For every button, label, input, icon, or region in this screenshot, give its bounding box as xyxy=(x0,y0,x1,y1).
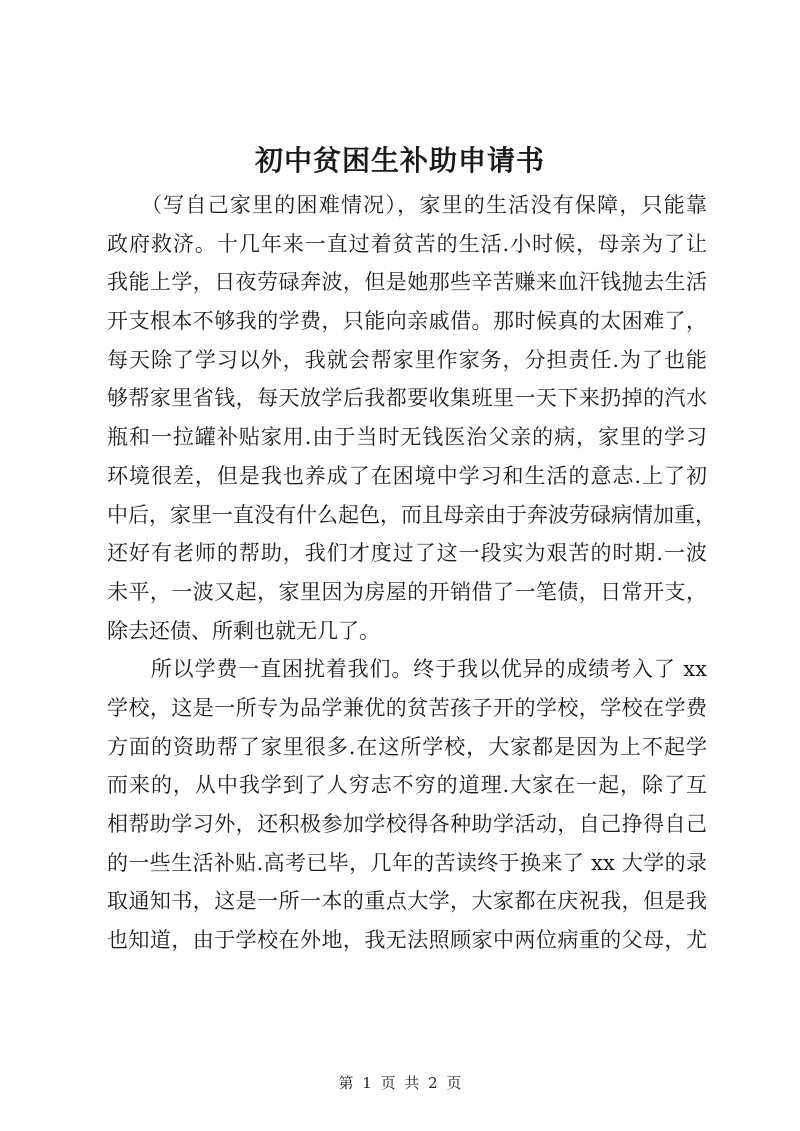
text-line: 而来的，从中我学到了人穷志不穷的道理.大家在一起，除了互 xyxy=(107,773,707,798)
text-line: 未平，一波又起，家里因为房屋的开销借了一笔债，日常开支， xyxy=(107,579,707,604)
text-line: 环境很差，但是我也养成了在困境中学习和生活的意志.上了初 xyxy=(107,463,707,488)
text-line: （写自己家里的困难情况），家里的生活没有保障，只能靠 xyxy=(107,193,707,217)
text-line: 所以学费一直困扰着我们。终于我以优异的成绩考入了 xx xyxy=(107,657,707,682)
page-footer: 第 1 页 共 2 页 xyxy=(338,1074,462,1092)
text-line: 开支根本不够我的学费，只能向亲戚借。那时候真的太困难了， xyxy=(107,309,707,334)
text-line: 方面的资助帮了家里很多.在这所学校，大家都是因为上不起学 xyxy=(107,734,707,759)
text-line: 政府救济。十几年来一直过着贫苦的生活.小时候，母亲为了让 xyxy=(107,231,707,256)
text-line: 每天除了学习以外，我就会帮家里作家务，分担责任.为了也能 xyxy=(107,347,707,372)
document-title: 初中贫困生补助申请书 xyxy=(254,144,545,177)
text-line: 瓶和一拉罐补贴家用.由于当时无钱医治父亲的病，家里的学习 xyxy=(107,425,707,450)
text-line: 的一些生活补贴.高考已毕，几年的苦读终于换来了 xx 大学的录 xyxy=(107,850,707,875)
text-line: 除去还债、所剩也就无几了。 xyxy=(107,618,380,643)
text-line: 够帮家里省钱，每天放学后我都要收集班里一天下来扔掉的汽水 xyxy=(107,386,707,411)
text-line: 取通知书，这是一所一本的重点大学，大家都在庆祝我，但是我 xyxy=(107,889,707,914)
text-line: 相帮助学习外，还积极参加学校得各种助学活动，自己挣得自己 xyxy=(107,812,707,836)
text-line: 中后，家里一直没有什么起色，而且母亲由于奔波劳碌病情加重， xyxy=(107,502,716,527)
document-body xyxy=(107,186,716,960)
text-line: 也知道，由于学校在外地，我无法照顾家中两位病重的父母，尤 xyxy=(107,928,707,953)
text-line: 学校，这是一所专为品学兼优的贫苦孩子开的学校，学校在学费 xyxy=(107,695,707,720)
text-line: 还好有老师的帮助，我们才度过了这一段实为艰苦的时期.一波 xyxy=(107,541,707,566)
text-line: 我能上学，日夜劳碌奔波，但是她那些辛苦赚来血汗钱抛去生活 xyxy=(107,270,707,295)
